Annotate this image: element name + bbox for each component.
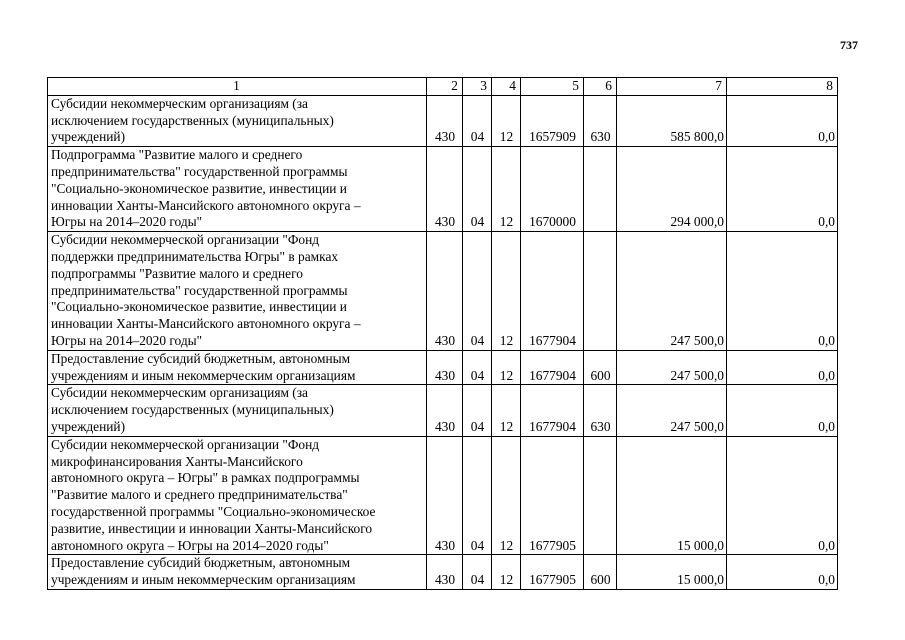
cell-target-article: 1677904 — [521, 385, 584, 436]
cell-expense-type — [584, 147, 617, 232]
cell-amount-extra: 0,0 — [727, 232, 838, 351]
table-row — [48, 555, 838, 590]
column-header: 4 — [492, 78, 521, 96]
cell-section: 04 — [463, 147, 492, 232]
cell-subsection: 12 — [492, 385, 521, 436]
cell-section: 04 — [463, 232, 492, 351]
cell-ministry: 430 — [427, 232, 463, 351]
cell-expense-type — [584, 232, 617, 351]
cell-amount-extra: 0,0 — [727, 147, 838, 232]
column-header: 8 — [727, 78, 838, 96]
table-row — [48, 385, 838, 436]
cell-target-article: 1677905 — [521, 555, 584, 590]
cell-amount-extra: 0,0 — [727, 95, 838, 146]
cell-expense-type: 630 — [584, 95, 617, 146]
cell-expense-type — [584, 436, 617, 555]
column-header: 1 — [48, 78, 427, 96]
cell-section: 04 — [463, 436, 492, 555]
cell-target-article: 1657909 — [521, 95, 584, 146]
row-name: Подпрограмма "Развитие малого и среднего предпринимательства" государственной программы "Социально-экономическое развитие, инвестиции и инновации Ханты-Мансийского автономного округа – Югры на 2014–2020 годы" — [48, 147, 427, 232]
cell-ministry: 430 — [427, 555, 463, 590]
cell-amount: 247 500,0 — [617, 350, 727, 385]
cell-amount-extra: 0,0 — [727, 350, 838, 385]
page-number: 737 — [840, 38, 858, 52]
cell-target-article: 1677904 — [521, 350, 584, 385]
cell-ministry: 430 — [427, 95, 463, 146]
column-header: 5 — [521, 78, 584, 96]
cell-section: 04 — [463, 555, 492, 590]
cell-subsection: 12 — [492, 232, 521, 351]
table-row — [48, 436, 838, 555]
cell-subsection: 12 — [492, 147, 521, 232]
cell-expense-type: 600 — [584, 555, 617, 590]
cell-target-article: 1677905 — [521, 436, 584, 555]
column-header: 6 — [584, 78, 617, 96]
cell-ministry: 430 — [427, 385, 463, 436]
cell-expense-type: 630 — [584, 385, 617, 436]
cell-amount: 247 500,0 — [617, 385, 727, 436]
table-row — [48, 350, 838, 385]
header-row — [48, 78, 838, 96]
cell-section: 04 — [463, 95, 492, 146]
cell-subsection: 12 — [492, 95, 521, 146]
row-name: Предоставление субсидий бюджетным, автономным учреждениям и иным некоммерческим организациям — [48, 555, 427, 590]
cell-ministry: 430 — [427, 350, 463, 385]
column-header: 2 — [427, 78, 463, 96]
row-name: Субсидии некоммерческим организациям (за исключением государственных (муниципальных) учреждений) — [48, 385, 427, 436]
cell-section: 04 — [463, 385, 492, 436]
cell-amount-extra: 0,0 — [727, 555, 838, 590]
cell-subsection: 12 — [492, 436, 521, 555]
cell-ministry: 430 — [427, 436, 463, 555]
column-header: 7 — [617, 78, 727, 96]
cell-target-article: 1670000 — [521, 147, 584, 232]
cell-amount: 247 500,0 — [617, 232, 727, 351]
cell-amount-extra: 0,0 — [727, 385, 838, 436]
row-name: Субсидии некоммерческой организации "Фонд поддержки предпринимательства Югры" в рамках подпрограммы "Развитие малого и среднего предпринимательства" государственной программы "Социально-экономическое развитие, инвестиции и инновации Ханты-Мансийского автономного округа – Югры на 2014–2020 годы" — [48, 232, 427, 351]
table-row — [48, 147, 838, 232]
cell-expense-type: 600 — [584, 350, 617, 385]
row-name: Субсидии некоммерческой организации "Фонд микрофинансирования Ханты-Мансийского автономного округа – Югры" в рамках подпрограммы "Развитие малого и среднего предпринимательства" государственной программы "Социально-экономическое развитие, инвестиции и инновации Ханты-Мансийского автономного округа – Югры на 2014–2020 годы" — [48, 436, 427, 555]
cell-target-article: 1677904 — [521, 232, 584, 351]
row-name: Субсидии некоммерческим организациям (за исключением государственных (муниципальных) учреждений) — [48, 95, 427, 146]
cell-amount: 294 000,0 — [617, 147, 727, 232]
cell-ministry: 430 — [427, 147, 463, 232]
cell-amount: 15 000,0 — [617, 555, 727, 590]
cell-amount: 15 000,0 — [617, 436, 727, 555]
cell-subsection: 12 — [492, 555, 521, 590]
cell-section: 04 — [463, 350, 492, 385]
cell-amount: 585 800,0 — [617, 95, 727, 146]
column-header: 3 — [463, 78, 492, 96]
cell-amount-extra: 0,0 — [727, 436, 838, 555]
row-name: Предоставление субсидий бюджетным, автономным учреждениям и иным некоммерческим организациям — [48, 350, 427, 385]
table-row — [48, 232, 838, 351]
cell-subsection: 12 — [492, 350, 521, 385]
table-row — [48, 95, 838, 146]
budget-table — [47, 77, 838, 590]
